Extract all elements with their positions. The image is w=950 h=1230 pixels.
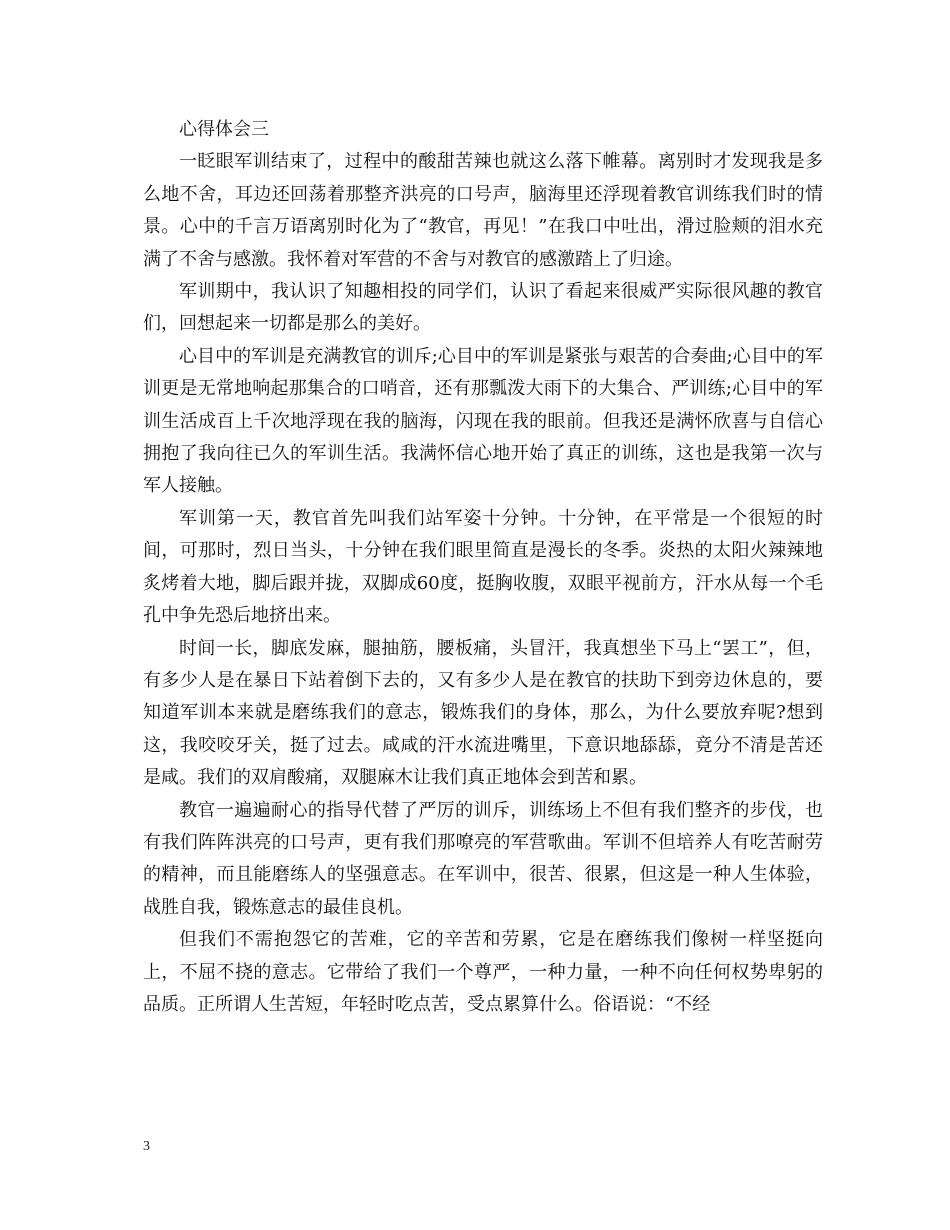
paragraph-5: 时间一长，脚底发麻，腿抽筋，腰板痛，头冒汗，我真想坐下马上“罢工”，但，有多少人是在暴日下站着倒下去的，又有多少人是在教官的扶助下到旁边休息的，要知道军训本来就是磨练我们的意志，锻炼我们的身体，那么，为什么要放弃呢?想到这，我咬咬牙关，挺了过去。咸咸的汗水流进嘴里，下意识地舔舔，竟分不清是苦还是咸。我们的双肩酸痛，双腿麻木让我们真正地体会到苦和累。	[143, 637, 823, 789]
section-heading: 心得体会三	[179, 119, 269, 140]
paragraph-4: 军训第一天，教官首先叫我们站军姿十分钟。十分钟，在平常是一个很短的时间，可那时，烈日当头，十分钟在我们眼里简直是漫长的冬季。炎热的太阳火辣辣地炙烤着大地，脚后跟并拢，双脚成60度，挺胸收腹，双眼平视前方，汗水从每一个毛孔中争先恐后地挤出来。	[143, 507, 823, 627]
paragraph-1: 一眨眼军训结束了，过程中的酸甜苦辣也就这么落下帷幕。离别时才发现我是多么地不舍，耳边还回荡着那整齐洪亮的口号声，脑海里还浮现着教官训练我们时的情景。心中的千言万语离别时化为了“教官，再见！”在我口中吐出，滑过脸颊的泪水充满了不舍与感激。我怀着对军营的不舍与对教官的感激踏上了归途。	[143, 151, 823, 270]
paragraph-3: 心目中的军训是充满教官的训斥;心目中的军训是紧张与艰苦的合奏曲;心目中的军训更是无常地响起那集合的口哨音，还有那瓢泼大雨下的大集合、严训练;心目中的军训生活成百上千次地浮现在我的脑海，闪现在我的眼前。但我还是满怀欣喜与自信心拥抱了我向往已久的军训生活。我满怀信心地开始了真正的训练，这也是我第一次与军人接触。	[143, 345, 823, 497]
paragraph-7: 但我们不需抱怨它的苦难，它的辛苦和劳累，它是在磨练我们像树一样坚挺向上，不屈不挠的意志。它带给了我们一个尊严，一种力量，一种不向任何权势卑躬的品质。正所谓人生苦短，年轻时吃点苦，受点累算什么。俗语说：“不经	[143, 929, 823, 1015]
paragraph-2: 军训期中，我认识了知趣相投的同学们，认识了看起来很威严实际很风趣的教官们，回想起来一切都是那么的美好。	[143, 281, 823, 335]
page-number: 3	[143, 1139, 150, 1154]
document-body	[143, 114, 823, 1021]
paragraph-6: 教官一遍遍耐心的指导代替了严厉的训斥，训练场上不但有我们整齐的步伐，也有我们阵阵洪亮的口号声，更有我们那嘹亮的军营歌曲。军训不但培养人有吃苦耐劳的精神，而且能磨练人的坚强意志。在军训中，很苦、很累，但这是一种人生体验，战胜自我，锻炼意志的最佳良机。	[143, 799, 823, 918]
